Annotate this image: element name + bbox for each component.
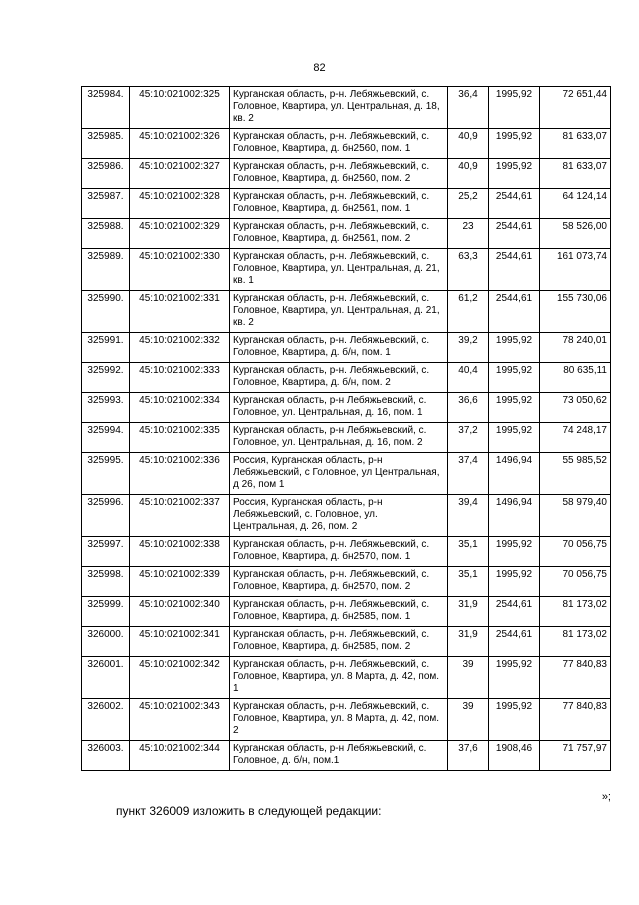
area-cell: 39,2 [448, 333, 489, 363]
table-row [82, 537, 611, 567]
specific-value-cell: 1496,94 [489, 453, 540, 495]
cadastral-number-cell: 45:10:021002:327 [130, 159, 230, 189]
row-number-cell: 325987. [82, 189, 130, 219]
specific-value-cell: 1995,92 [489, 657, 540, 699]
cadastral-number-cell: 45:10:021002:344 [130, 741, 230, 771]
specific-value-cell: 1995,92 [489, 393, 540, 423]
row-number-cell: 325997. [82, 537, 130, 567]
area-cell: 25,2 [448, 189, 489, 219]
table-row [82, 423, 611, 453]
table-row [82, 87, 611, 129]
row-number-cell: 325991. [82, 333, 130, 363]
row-number-cell: 325984. [82, 87, 130, 129]
cadastral-value-cell: 64 124,14 [540, 189, 611, 219]
table-row [82, 741, 611, 771]
area-cell: 39,4 [448, 495, 489, 537]
cadastral-number-cell: 45:10:021002:341 [130, 627, 230, 657]
address-cell: Курганская область, р-н. Лебяжьевский, с. Головное, Квартира, д. б/н, пом. 2 [230, 363, 448, 393]
row-number-cell: 326000. [82, 627, 130, 657]
table-row [82, 333, 611, 363]
address-cell: Курганская область, р-н. Лебяжьевский, с. Головное, Квартира, ул. Центральная, д. 18, кв. 2 [230, 87, 448, 129]
cadastral-value-cell: 81 173,02 [540, 597, 611, 627]
area-cell: 35,1 [448, 567, 489, 597]
address-cell: Россия, Курганская область, р-н Лебяжьевский, с. Головное, ул. Центральная, д. 26, пом. 2 [230, 495, 448, 537]
address-cell: Курганская область, р-н Лебяжьевский, с. Головное, ул. Центральная, д. 16, пом. 2 [230, 423, 448, 453]
row-number-cell: 325998. [82, 567, 130, 597]
table-row [82, 393, 611, 423]
area-cell: 31,9 [448, 597, 489, 627]
address-cell: Курганская область, р-н. Лебяжьевский, с. Головное, Квартира, ул. Центральная, д. 21, кв. 2 [230, 291, 448, 333]
address-cell: Курганская область, р-н. Лебяжьевский, с. Головное, Квартира, д. б/н, пом. 1 [230, 333, 448, 363]
area-cell: 61,2 [448, 291, 489, 333]
cadastral-number-cell: 45:10:021002:342 [130, 657, 230, 699]
cadastral-number-cell: 45:10:021002:331 [130, 291, 230, 333]
cadastral-number-cell: 45:10:021002:333 [130, 363, 230, 393]
cadastral-value-cell: 73 050,62 [540, 393, 611, 423]
area-cell: 35,1 [448, 537, 489, 567]
specific-value-cell: 2544,61 [489, 249, 540, 291]
cadastral-number-cell: 45:10:021002:335 [130, 423, 230, 453]
area-cell: 40,9 [448, 159, 489, 189]
table-row [82, 363, 611, 393]
row-number-cell: 325989. [82, 249, 130, 291]
cadastral-value-cell: 78 240,01 [540, 333, 611, 363]
area-cell: 40,9 [448, 129, 489, 159]
specific-value-cell: 2544,61 [489, 597, 540, 627]
cadastral-value-cell: 70 056,75 [540, 537, 611, 567]
area-cell: 39 [448, 699, 489, 741]
specific-value-cell: 1995,92 [489, 537, 540, 567]
table-row [82, 699, 611, 741]
table-row [82, 657, 611, 699]
specific-value-cell: 1995,92 [489, 333, 540, 363]
row-number-cell: 325988. [82, 219, 130, 249]
specific-value-cell: 1995,92 [489, 699, 540, 741]
cadastral-number-cell: 45:10:021002:336 [130, 453, 230, 495]
address-cell: Курганская область, р-н. Лебяжьевский, с. Головное, Квартира, ул. 8 Марта, д. 42, пом. 2 [230, 699, 448, 741]
table-row [82, 129, 611, 159]
specific-value-cell: 1995,92 [489, 87, 540, 129]
area-cell: 36,6 [448, 393, 489, 423]
row-number-cell: 325999. [82, 597, 130, 627]
cadastral-number-cell: 45:10:021002:343 [130, 699, 230, 741]
cadastral-value-cell: 72 651,44 [540, 87, 611, 129]
cadastral-value-cell: 71 757,97 [540, 741, 611, 771]
table-body [82, 87, 611, 771]
area-cell: 63,3 [448, 249, 489, 291]
cadastral-value-cell: 77 840,83 [540, 657, 611, 699]
area-cell: 36,4 [448, 87, 489, 129]
cadastral-value-cell: 70 056,75 [540, 567, 611, 597]
address-cell: Курганская область, р-н. Лебяжьевский, с. Головное, Квартира, д. бн2570, пом. 2 [230, 567, 448, 597]
address-cell: Курганская область, р-н. Лебяжьевский, с. Головное, Квартира, д. бн2585, пом. 2 [230, 627, 448, 657]
cadastral-value-cell: 58 526,00 [540, 219, 611, 249]
cadastral-value-cell: 81 173,02 [540, 627, 611, 657]
specific-value-cell: 1496,94 [489, 495, 540, 537]
cadastral-value-cell: 81 633,07 [540, 159, 611, 189]
address-cell: Курганская область, р-н. Лебяжьевский, с. Головное, Квартира, д. бн2570, пом. 1 [230, 537, 448, 567]
cadastral-value-cell: 81 633,07 [540, 129, 611, 159]
specific-value-cell: 1908,46 [489, 741, 540, 771]
specific-value-cell: 1995,92 [489, 159, 540, 189]
address-cell: Курганская область, р-н. Лебяжьевский, с. Головное, Квартира, д. бн2585, пом. 1 [230, 597, 448, 627]
address-cell: Курганская область, р-н. Лебяжьевский, с. Головное, Квартира, д. бн2560, пом. 1 [230, 129, 448, 159]
row-number-cell: 326001. [82, 657, 130, 699]
table-row [82, 219, 611, 249]
table-row [82, 567, 611, 597]
row-number-cell: 325992. [82, 363, 130, 393]
row-number-cell: 325996. [82, 495, 130, 537]
table-row [82, 597, 611, 627]
cadastral-number-cell: 45:10:021002:337 [130, 495, 230, 537]
specific-value-cell: 2544,61 [489, 189, 540, 219]
cadastral-number-cell: 45:10:021002:340 [130, 597, 230, 627]
area-cell: 31,9 [448, 627, 489, 657]
cadastral-value-cell: 155 730,06 [540, 291, 611, 333]
specific-value-cell: 1995,92 [489, 129, 540, 159]
cadastral-number-cell: 45:10:021002:325 [130, 87, 230, 129]
address-cell: Курганская область, р-н. Лебяжьевский, с. Головное, Квартира, ул. 8 Марта, д. 42, пом. 1 [230, 657, 448, 699]
table-row [82, 291, 611, 333]
area-cell: 37,4 [448, 453, 489, 495]
address-cell: Курганская область, р-н Лебяжьевский, с. Головное, д. б/н, пом.1 [230, 741, 448, 771]
area-cell: 37,2 [448, 423, 489, 453]
address-cell: Курганская область, р-н Лебяжьевский, с. Головное, ул. Центральная, д. 16, пом. 1 [230, 393, 448, 423]
cadastral-value-cell: 55 985,52 [540, 453, 611, 495]
row-number-cell: 325993. [82, 393, 130, 423]
address-cell: Россия, Курганская область, р-н Лебяжьевский, с Головное, ул Центральная, д 26, пом 1 [230, 453, 448, 495]
table-row [82, 627, 611, 657]
row-number-cell: 325994. [82, 423, 130, 453]
cadastral-value-cell: 161 073,74 [540, 249, 611, 291]
cadastral-number-cell: 45:10:021002:338 [130, 537, 230, 567]
closing-quote-mark: »; [601, 791, 611, 803]
address-cell: Курганская область, р-н. Лебяжьевский, с. Головное, Квартира, д. бн2561, пом. 2 [230, 219, 448, 249]
cadastral-number-cell: 45:10:021002:328 [130, 189, 230, 219]
area-cell: 39 [448, 657, 489, 699]
cadastral-registry-table [81, 86, 611, 771]
area-cell: 23 [448, 219, 489, 249]
cadastral-number-cell: 45:10:021002:332 [130, 333, 230, 363]
cadastral-value-cell: 58 979,40 [540, 495, 611, 537]
cadastral-value-cell: 77 840,83 [540, 699, 611, 741]
cadastral-number-cell: 45:10:021002:330 [130, 249, 230, 291]
area-cell: 37,6 [448, 741, 489, 771]
specific-value-cell: 1995,92 [489, 423, 540, 453]
row-number-cell: 325985. [82, 129, 130, 159]
address-cell: Курганская область, р-н. Лебяжьевский, с. Головное, Квартира, д. бн2561, пом. 1 [230, 189, 448, 219]
table-row [82, 453, 611, 495]
table-row [82, 495, 611, 537]
area-cell: 40,4 [448, 363, 489, 393]
address-cell: Курганская область, р-н. Лебяжьевский, с. Головное, Квартира, ул. Центральная, д. 21, кв. 1 [230, 249, 448, 291]
cadastral-number-cell: 45:10:021002:339 [130, 567, 230, 597]
row-number-cell: 325986. [82, 159, 130, 189]
specific-value-cell: 1995,92 [489, 363, 540, 393]
amendment-instruction: пункт 326009 изложить в следующей редакции: [116, 804, 382, 818]
row-number-cell: 326003. [82, 741, 130, 771]
cadastral-number-cell: 45:10:021002:326 [130, 129, 230, 159]
specific-value-cell: 2544,61 [489, 219, 540, 249]
table-row [82, 159, 611, 189]
specific-value-cell: 2544,61 [489, 627, 540, 657]
specific-value-cell: 1995,92 [489, 567, 540, 597]
address-cell: Курганская область, р-н. Лебяжьевский, с. Головное, Квартира, д. бн2560, пом. 2 [230, 159, 448, 189]
table-row [82, 189, 611, 219]
row-number-cell: 325995. [82, 453, 130, 495]
row-number-cell: 325990. [82, 291, 130, 333]
cadastral-value-cell: 74 248,17 [540, 423, 611, 453]
cadastral-number-cell: 45:10:021002:334 [130, 393, 230, 423]
row-number-cell: 326002. [82, 699, 130, 741]
cadastral-number-cell: 45:10:021002:329 [130, 219, 230, 249]
specific-value-cell: 2544,61 [489, 291, 540, 333]
cadastral-value-cell: 80 635,11 [540, 363, 611, 393]
table-row [82, 249, 611, 291]
page-number: 82 [313, 62, 326, 74]
